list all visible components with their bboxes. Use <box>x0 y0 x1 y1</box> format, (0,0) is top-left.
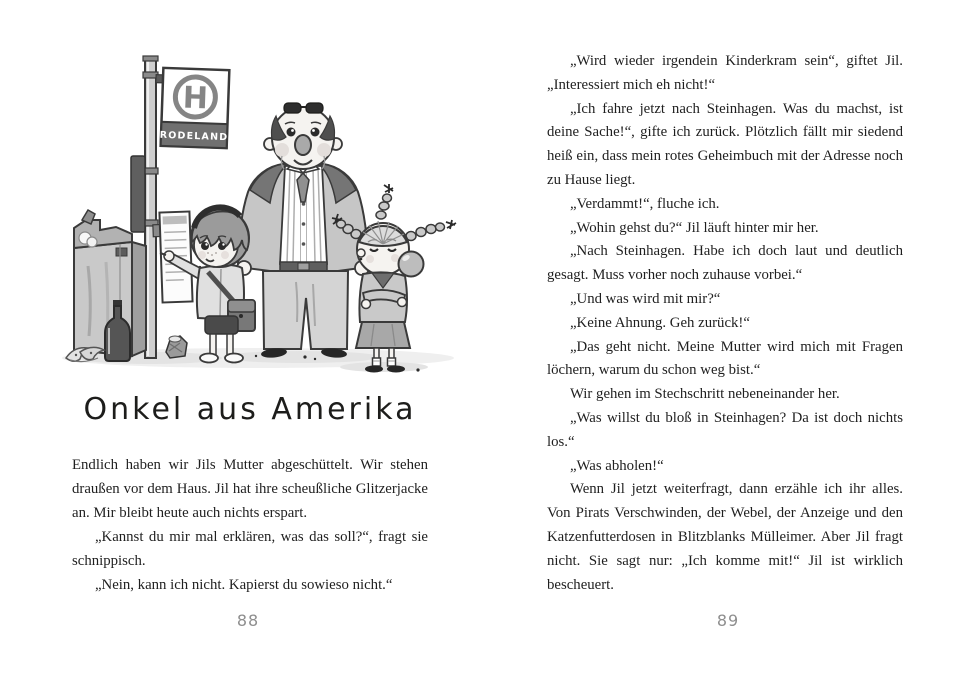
paragraph: „Das geht nicht. Meine Mutter wird mich mit Fragen löchern, warum du schon weg bist.“ <box>547 338 903 379</box>
right-page-text <box>547 50 903 597</box>
paragraph: „Kannst du mir mal erklären, was das soll?“, fragt sie schnippisch. <box>72 529 428 569</box>
sign-letter: H <box>182 80 209 117</box>
paragraph: „Nein, kann ich nicht. Kapierst du sowieso nicht.“ <box>94 577 393 593</box>
paragraph: Endlich haben wir Jils Mutter abgeschüttelt. Wir stehen draußen vor dem Haus. Jil hat ihre scheußliche Glitzerjacke an. Mir bleibt heute auch nichts erspart. <box>72 457 428 521</box>
info-panel <box>131 156 145 232</box>
page-number-right: 89 <box>716 611 740 630</box>
paragraph: Wenn Jil jetzt weiterfragt, dann erzähle ich ihr alles. Von Pirats Verschwinden, der Webel, der Anzeige und den Katzenfutterdosen in Blitzblanks Mülleimer. Aber Jil fragt nicht. Sie sagt nur: „Ich komme mit!“ Jil ist wirklich bescheuert. <box>547 481 903 593</box>
paragraph: „Nach Steinhagen. Habe ich doch laut und deutlich gesagt. Muss vorher noch zuhause vorbei.“ <box>547 243 903 284</box>
bubble-gum <box>399 252 424 277</box>
paragraph: „Verdammt!“, fluche ich. <box>569 195 720 212</box>
paragraph: „Was abholen!“ <box>569 457 664 474</box>
paragraph: Wir gehen im Stechschritt nebeneinander her. <box>569 386 840 403</box>
paragraph: „Was willst du bloß in Steinhagen? Da ist doch nichts los.“ <box>547 409 903 450</box>
paragraph: „Ich fahre jetzt nach Steinhagen. Was du machst, ist deine Sache!“, gifte ich zurück. Plötzlich fällt mir siedend heiß ein, dass mein rotes Geheimbuch mit der Adresse noch zu Hause liegt. <box>547 100 903 188</box>
crumpled-can <box>166 336 187 358</box>
paragraph: „Und was wird mit mir?“ <box>569 290 721 307</box>
sign-label: RODELAND <box>159 129 229 144</box>
paragraph: „Wird wieder irgendein Kinderkram sein“, giftet Jil. „Interessiert mich eh nicht!“ <box>547 53 903 93</box>
page-number-left: 88 <box>236 611 260 630</box>
left-page-text <box>72 453 428 597</box>
chapter-title: Onkel aus Amerika <box>83 392 417 427</box>
paragraph: „Wohin gehst du?“ Jil läuft hinter mir her. <box>569 219 819 236</box>
bus-stop-illustration <box>58 52 482 386</box>
bus-stop-sign <box>154 68 231 149</box>
paragraph: „Keine Ahnung. Geh zurück!“ <box>569 314 750 331</box>
